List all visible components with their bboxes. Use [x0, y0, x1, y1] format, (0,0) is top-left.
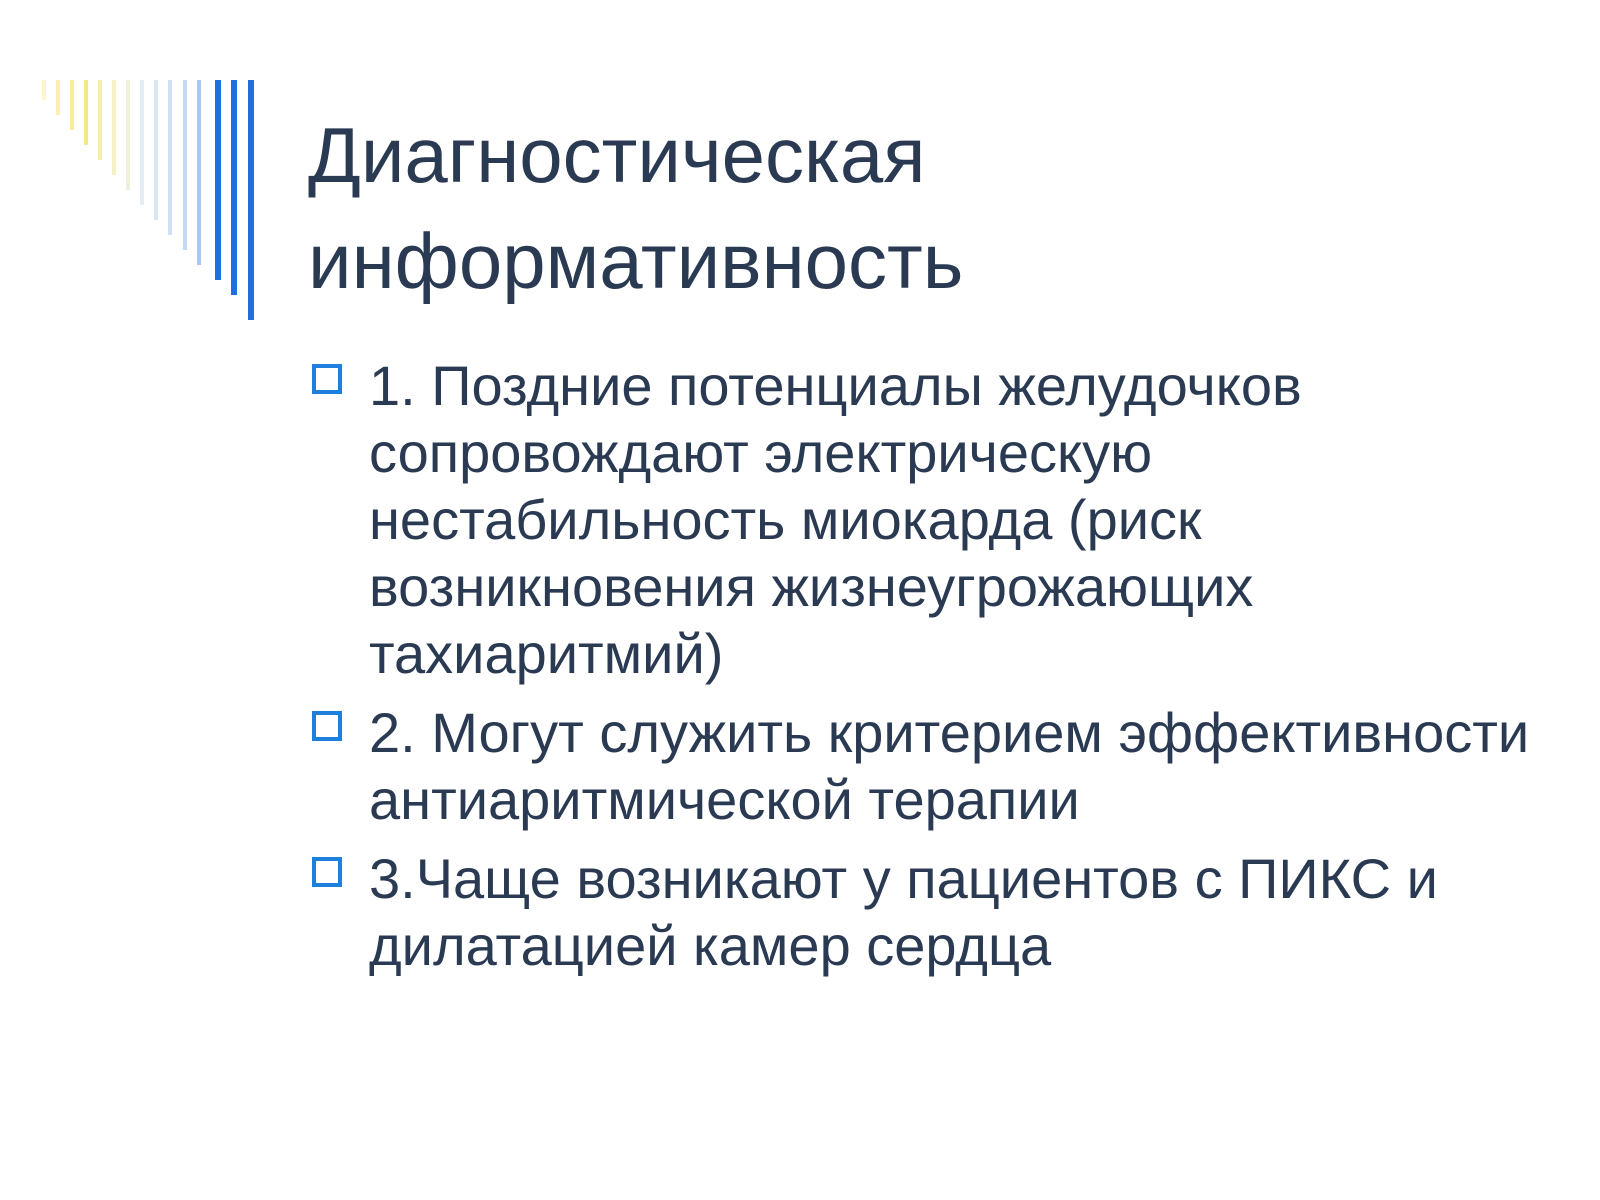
vertical-stripes-decoration — [0, 0, 270, 330]
bullet-text: 2. Могут служить критерием эффективности антиаритмической терапии — [369, 701, 1530, 831]
hollow-square-icon — [312, 364, 342, 394]
bullet-text: 1. Поздние потенциалы желудочков сопровождают электрическую нестабильность миокарда (риск возникновения жизнеугрожающих тахиаритмий) — [369, 354, 1302, 685]
list-item — [312, 352, 1562, 687]
list-item — [312, 699, 1562, 833]
bullet-list — [312, 352, 1562, 991]
slide-title: Диагностическая информативность — [308, 111, 964, 305]
hollow-square-icon — [312, 857, 342, 887]
hollow-square-icon — [312, 711, 342, 741]
list-item — [312, 845, 1562, 979]
bullet-text: 3.Чаще возникают у пациентов с ПИКС и дилатацией камер сердца — [369, 847, 1438, 977]
